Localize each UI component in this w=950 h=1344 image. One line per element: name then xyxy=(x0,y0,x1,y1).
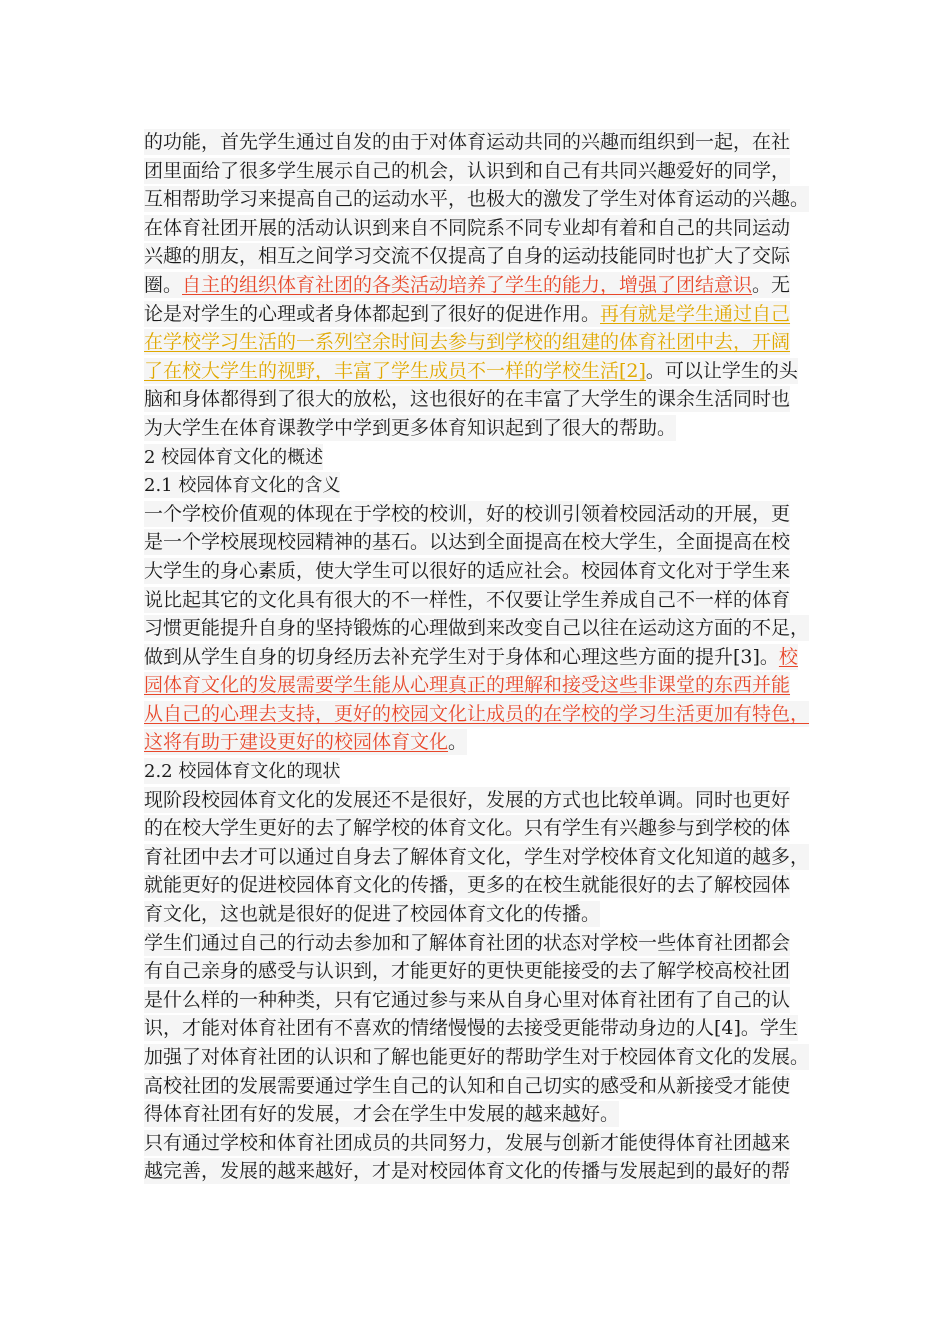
text-line xyxy=(144,414,824,443)
body-text: 育文化，这也就是很好的促进了校园体育文化的传播。 xyxy=(144,903,601,926)
section-heading: 2 校园体育文化的概述 xyxy=(144,446,324,468)
body-text: 是一个学校展现校园精神的基石。以达到全面提高在校大学生，全面提高在校 xyxy=(144,531,791,554)
body-text: 圈。 xyxy=(144,273,183,296)
body-text: 为大学生在体育课教学中学到更多体育知识起到了很大的帮助。 xyxy=(144,416,677,439)
text-line xyxy=(144,957,824,986)
body-text: 说比起其它的文化具有很大的不一样性，不仅要让学生养成自己不一样的体育 xyxy=(144,588,791,611)
body-text: 做到从学生自身的切身经历去补充学生对于身体和心理这些方面的提升[3]。 xyxy=(144,645,779,668)
body-text: 的在校大学生更好的去了解学校的体育文化。只有学生有兴趣参与到学校的体 xyxy=(144,817,791,840)
body-text: 互相帮助学习来提高自己的运动水平，也极大的激发了学生对体育运动的兴趣。 xyxy=(144,188,810,211)
text-line xyxy=(144,671,824,700)
text-line xyxy=(144,871,824,900)
text-line xyxy=(144,929,824,958)
text-line xyxy=(144,300,824,329)
text-line xyxy=(144,728,824,757)
body-text: 只有通过学校和体育社团成员的共同努力，发展与创新才能使得体育社团越来 xyxy=(144,1131,791,1154)
text-line xyxy=(144,786,824,815)
text-line xyxy=(144,900,824,929)
text-line xyxy=(144,1100,824,1129)
text-line xyxy=(144,643,824,672)
highlighted-text-yellow: 再有就是学生通过自己 xyxy=(600,302,791,325)
text-line xyxy=(144,185,824,214)
text-line xyxy=(144,614,824,643)
body-text: 有自己亲身的感受与认识到，才能更好的更快更能接受的去了解学校高校社团 xyxy=(144,960,791,983)
document-body xyxy=(144,128,824,1186)
highlighted-text-yellow: 在学校学习生活的一系列空余时间去参与到学校的组建的体育社团中去，开阔 xyxy=(144,331,791,354)
text-line xyxy=(144,385,824,414)
body-text: 学生们通过自己的行动去参加和了解体育社团的状态对学校一些体育社团都会 xyxy=(144,931,791,954)
text-line xyxy=(144,328,824,357)
highlighted-text-red: 自主的组织体育社团的各类活动培养了学生的能力，增强了团结意识 xyxy=(182,273,753,296)
highlighted-text-red: 园体育文化的发展需要学生能从心理真正的理解和接受这些非课堂的东西并能 xyxy=(144,674,791,697)
text-line xyxy=(144,443,824,472)
text-line xyxy=(144,586,824,615)
body-text: 大学生的身心素质，使大学生可以很好的适应社会。校园体育文化对于学生来 xyxy=(144,559,791,582)
body-text: 越完善，发展的越来越好，才是对校园体育文化的传播与发展起到的最好的帮 xyxy=(144,1160,791,1183)
body-text: 。可以让学生的头 xyxy=(645,359,798,382)
body-text: 团里面给了很多学生展示自己的机会，认识到和自己有共同兴趣爱好的同学， xyxy=(144,159,791,182)
body-text: 高校社团的发展需要通过学生自己的认知和自己切实的感受和从新接受才能使 xyxy=(144,1074,791,1097)
text-line xyxy=(144,471,824,500)
text-line xyxy=(144,843,824,872)
body-text: 论是对学生的心理或者身体都起到了很好的促进作用。 xyxy=(144,302,601,325)
text-line xyxy=(144,157,824,186)
text-line xyxy=(144,757,824,786)
text-line xyxy=(144,528,824,557)
body-text: 一个学校价值观的体现在于学校的校训，好的校训引领着校园活动的开展，更 xyxy=(144,502,791,525)
text-line xyxy=(144,271,824,300)
text-line xyxy=(144,986,824,1015)
highlighted-text-red: 校 xyxy=(778,645,798,668)
text-line xyxy=(144,557,824,586)
text-line xyxy=(144,242,824,271)
body-text: 习惯更能提升自身的坚持锻炼的心理做到来改变自己以往在运动这方面的不足， xyxy=(144,617,810,640)
text-line xyxy=(144,500,824,529)
body-text: 。 xyxy=(448,731,468,754)
body-text: 。无 xyxy=(752,273,791,296)
section-heading: 2.2 校园体育文化的现状 xyxy=(144,761,341,783)
body-text: 就能更好的促进校园体育文化的传播，更多的在校生就能很好的去了解校园体 xyxy=(144,874,791,897)
highlighted-text-red: 从自己的心理去支持，更好的校园文化让成员的在学校的学习生活更加有特色， xyxy=(144,702,810,725)
text-line xyxy=(144,1129,824,1158)
text-line xyxy=(144,128,824,157)
body-text: 的功能，首先学生通过自发的由于对体育运动共同的兴趣而组织到一起，在社 xyxy=(144,131,791,153)
body-text: 识，才能对体育社团有不喜欢的情绪慢慢的去接受更能带动身边的人[4]。学生 xyxy=(144,1017,798,1040)
body-text: 兴趣的朋友，相互之间学习交流不仅提高了自身的运动技能同时也扩大了交际 xyxy=(144,245,791,268)
text-line xyxy=(144,357,824,386)
text-line xyxy=(144,814,824,843)
body-text: 育社团中去才可以通过自身去了解体育文化，学生对学校体育文化知道的越多， xyxy=(144,845,810,868)
text-line xyxy=(144,700,824,729)
text-line xyxy=(144,1157,824,1186)
highlighted-text-yellow: 了在校大学生的视野，丰富了学生成员不一样的学校生活[2] xyxy=(144,359,646,382)
body-text: 脑和身体都得到了很大的放松，这也很好的在丰富了大学生的课余生活同时也 xyxy=(144,388,791,411)
body-text: 加强了对体育社团的认识和了解也能更好的帮助学生对于校园体育文化的发展。 xyxy=(144,1046,810,1068)
text-line xyxy=(144,214,824,243)
body-text: 是什么样的一种种类，只有它通过参与来从自身心里对体育社团有了自己的认 xyxy=(144,988,791,1011)
section-heading: 2.1 校园体育文化的含义 xyxy=(144,475,341,497)
text-line xyxy=(144,1043,824,1072)
text-line xyxy=(144,1072,824,1101)
highlighted-text-red: 这将有助于建设更好的校园体育文化 xyxy=(144,731,449,754)
body-text: 得体育社团有好的发展，才会在学生中发展的越来越好。 xyxy=(144,1103,620,1126)
body-text: 在体育社团开展的活动认识到来自不同院系不同专业却有着和自己的共同运动 xyxy=(144,216,791,239)
text-line xyxy=(144,1014,824,1043)
body-text: 现阶段校园体育文化的发展还不是很好，发展的方式也比较单调。同时也更好 xyxy=(144,788,791,811)
